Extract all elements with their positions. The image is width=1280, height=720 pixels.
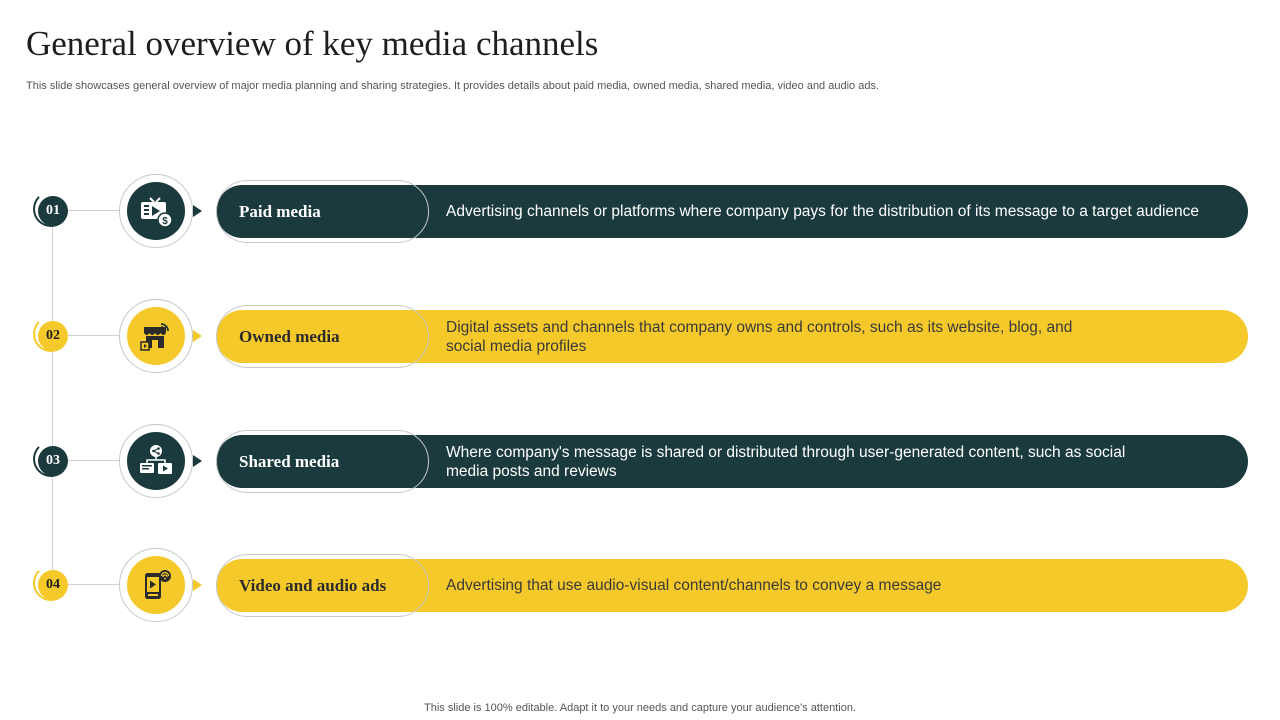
channel-label: Shared media bbox=[239, 451, 340, 471]
footer-note: This slide is 100% editable. Adapt it to your needs and capture your audience's attention. bbox=[424, 702, 856, 714]
row-connector bbox=[66, 210, 120, 211]
row-connector bbox=[66, 460, 120, 461]
pointer-arrow-icon bbox=[193, 330, 202, 342]
channel-row-paid-media bbox=[0, 166, 1280, 256]
description-line: social media profiles bbox=[446, 337, 587, 355]
step-number-badge: 03 bbox=[38, 446, 68, 476]
pointer-arrow-icon bbox=[193, 579, 202, 591]
step-number-badge: 04 bbox=[38, 570, 68, 600]
store-wifi-icon bbox=[127, 307, 185, 365]
description-line: Where company's message is shared or distributed through user-generated content, such as social bbox=[446, 443, 1126, 461]
channel-label: Paid media bbox=[239, 201, 321, 221]
label-pill bbox=[219, 435, 426, 488]
channel-description bbox=[446, 435, 1236, 488]
step-number-badge: 01 bbox=[38, 196, 68, 226]
phone-video-icon bbox=[127, 556, 185, 614]
label-pill bbox=[219, 310, 426, 363]
description-line: media posts and reviews bbox=[446, 462, 617, 480]
channel-row-shared-media bbox=[0, 416, 1280, 506]
share-video-icon bbox=[127, 432, 185, 490]
channel-label: Owned media bbox=[239, 326, 340, 346]
row-connector bbox=[66, 584, 120, 585]
page-subtitle: This slide showcases general overview of major media planning and sharing strategies. It provides details about paid media, owned media, shared media, video and audio ads. bbox=[26, 80, 879, 92]
description-line: Advertising channels or platforms where company pays for the distribution of its message to a target audience bbox=[446, 203, 1200, 220]
channel-row-video-audio-ads bbox=[0, 540, 1280, 630]
timeline-connector bbox=[52, 211, 53, 585]
channel-description bbox=[446, 559, 1236, 612]
channel-description bbox=[446, 310, 1236, 363]
label-pill bbox=[219, 559, 426, 612]
label-pill bbox=[219, 185, 426, 238]
tv-money-icon bbox=[127, 182, 185, 240]
description-line: Digital assets and channels that company owns and controls, such as its website, blog, and bbox=[446, 318, 1073, 336]
pointer-arrow-icon bbox=[193, 455, 202, 467]
row-connector bbox=[66, 335, 120, 336]
channel-label: Video and audio ads bbox=[239, 575, 387, 595]
description-line: Advertising that use audio-visual content/channels to convey a message bbox=[446, 577, 942, 594]
pointer-arrow-icon bbox=[193, 205, 202, 217]
channel-description bbox=[446, 185, 1236, 238]
svg-text:$: $ bbox=[162, 216, 168, 227]
page-title: General overview of key media channels bbox=[26, 24, 599, 63]
channel-row-owned-media bbox=[0, 291, 1280, 381]
step-number-badge: 02 bbox=[38, 321, 68, 351]
